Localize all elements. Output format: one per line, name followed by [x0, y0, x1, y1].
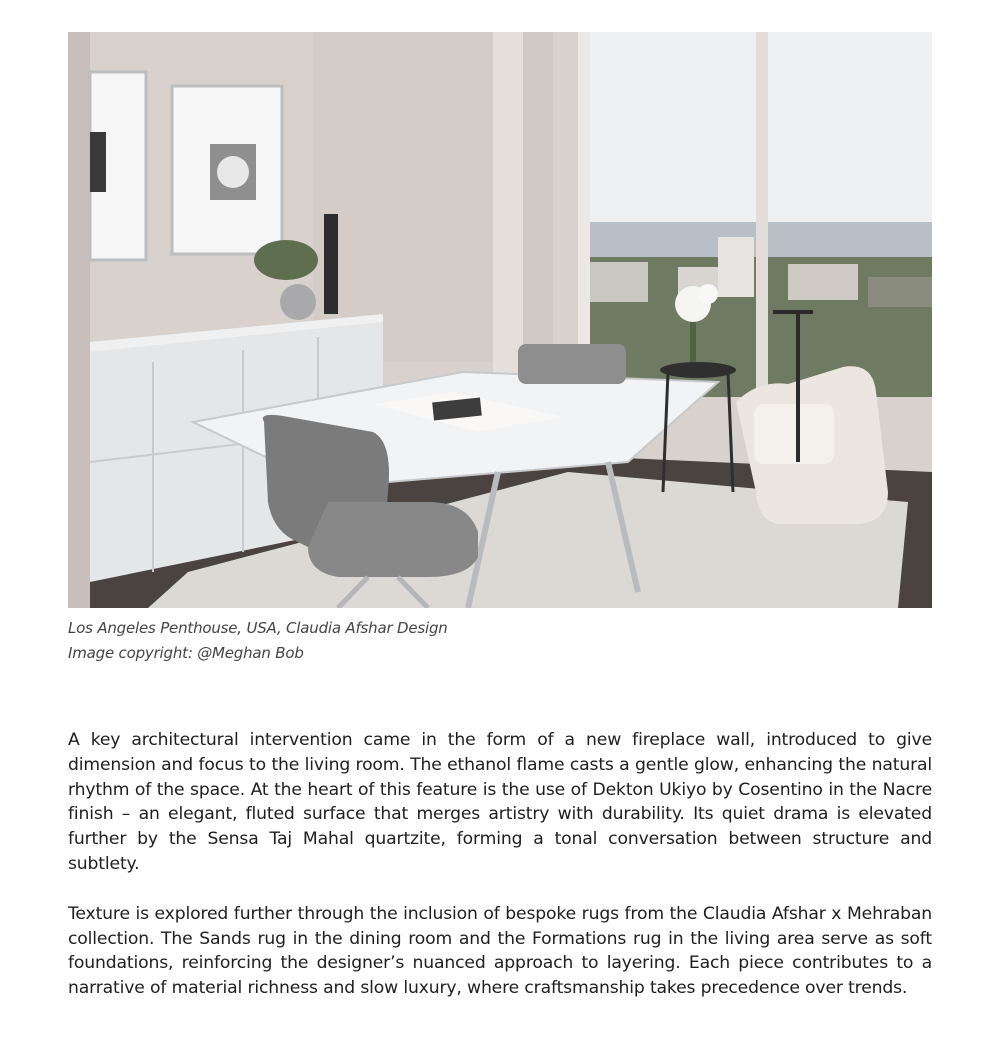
article-body: [68, 728, 932, 1026]
caption-project: Los Angeles Penthouse, USA, Claudia Afshar Design: [68, 619, 448, 637]
interior-photo: [68, 32, 932, 608]
image-caption: [68, 616, 932, 666]
caption-copyright: Image copyright: @Meghan Bob: [68, 644, 304, 662]
paragraph: A key architectural intervention came in the form of a new fireplace wall, introduced to give dimension and focus to the living room. The ethanol flame casts a gentle glow, enhancing the natural rhythm of the space. At the heart of this feature is the use of Dekton Ukiyo by Cosentino in the Nacre finish – an elegant, fluted surface that merges artistry with durability. Its quiet drama is elevated further by the Sensa Taj Mahal quartzite, forming a tonal conversation between structure and subtlety.: [68, 730, 932, 874]
paragraph: Texture is explored further through the inclusion of bespoke rugs from the Claudia Afshar x Mehraban collection. The Sands rug in the dining room and the Formations rug in the living area serve as soft foundations, reinforcing the designer’s nuanced approach to layering. Each piece contributes to a narrative of material richness and slow luxury, where craftsmanship takes precedence over trends.: [68, 903, 932, 999]
